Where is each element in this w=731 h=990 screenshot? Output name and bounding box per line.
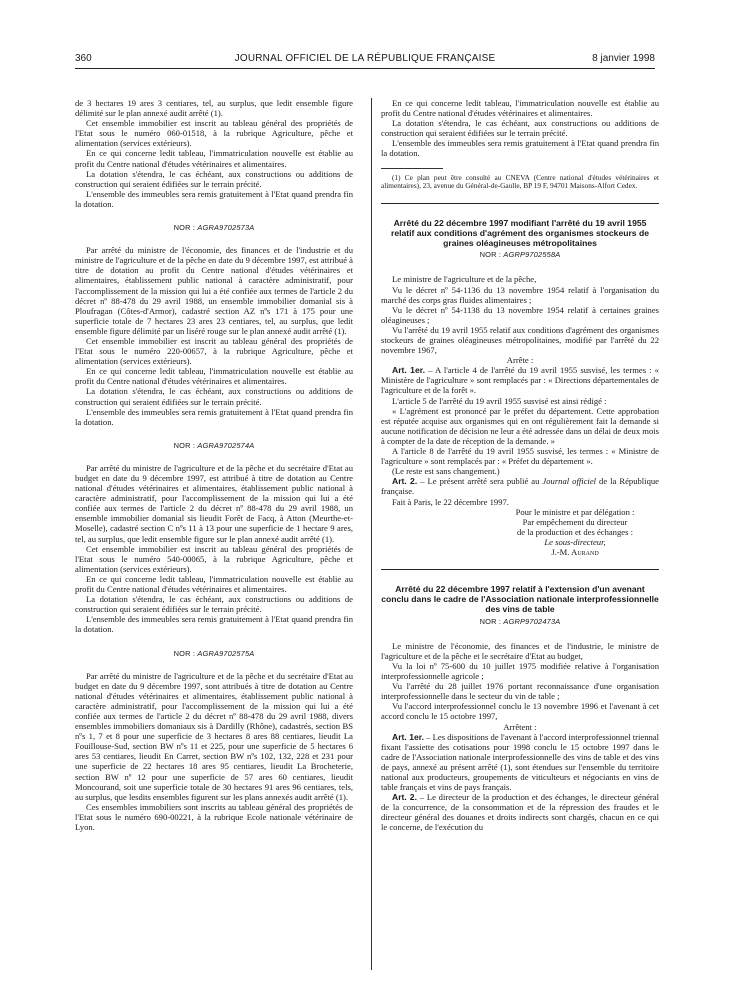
paragraph: En ce qui concerne ledit tableau, l'immatriculation nouvelle est établie au profit du Centre national d'études vétérinaires et alimentaires. xyxy=(75,148,353,169)
article xyxy=(381,476,659,496)
section-rule xyxy=(381,203,659,204)
article-text: – Les dispositions de l'avenant à l'accord interprofessionnel triennal fixant l'assiette des cotisations pour 1998 conclu le 15 octobre 1997 dans le cadre de l'Association nationale interprofessionnelle des vins de table et des vins de pays, annexé au présent arrêté (1), sont étendues sur l'ensemble du territoire national aux producteurs, groupements de viticulteurs et négociants en vins de table français et vins de pays français. xyxy=(381,731,659,793)
section-rule xyxy=(381,569,659,570)
nor-code: AGRA9702573A xyxy=(197,223,255,233)
paragraph: Cet ensemble immobilier est inscrit au tableau général des propriétés de l'Etat sous le numéro 060-01518, à la rubrique Agriculture, pêche et alimentation (services extérieurs). xyxy=(75,118,353,149)
right-column xyxy=(381,98,659,978)
paragraph: L'ensemble des immeubles sera remis gratuitement à l'Etat quand prendra fin la dotation. xyxy=(75,188,353,209)
decree-title: Arrêté du 22 décembre 1997 relatif à l'extension d'un avenant conclu dans le cadre de l'Association nationale interprofessionnelle des vins de table xyxy=(381,584,659,615)
nor-code: AGRA9702575A xyxy=(197,648,255,658)
paragraph: Ces ensembles immobiliers sont inscrits au tableau général des propriétés de l'Etat sous le numéro 690-00221, à la rubrique Ecole nationale vétérinaire de Lyon. xyxy=(75,801,353,832)
arrete-heading: Arrêtent : xyxy=(503,721,537,732)
article-label: Art. 1er. xyxy=(392,365,425,376)
paragraph: L'ensemble des immeubles sera remis gratuitement à l'Etat quand prendra fin la dotation. xyxy=(381,138,659,159)
paragraph: L'ensemble des immeubles sera remis gratuitement à l'Etat quand prendra fin la dotation. xyxy=(75,406,353,427)
paragraph: Vu l'arrêté du 19 avril 1955 relatif aux conditions d'agrément des organismes stockeurs de graines oléagineuses métropolitaines, modifié par l'arrêté du 22 novembre 1967, xyxy=(381,324,659,356)
paragraph: Cet ensemble immobilier est inscrit au tableau général des propriétés de l'Etat sous le numéro 220-00657, à la rubrique Agriculture, pêche et alimentation (services extérieurs). xyxy=(75,335,353,367)
nor-reference: NOR : AGRP9702558A xyxy=(479,250,561,260)
paragraph: Vu le décret nº 54-1138 du 13 novembre 1954 relatif à certaines graines oléagineuses ; xyxy=(381,304,659,325)
done-at: Fait à Paris, le 22 décembre 1997. xyxy=(392,496,509,507)
paragraph: En ce qui concerne ledit tableau, l'immatriculation nouvelle est établie au profit du Centre national d'études vétérinaires et alimentaires. xyxy=(75,366,353,387)
nor-code: AGRP9702558A xyxy=(503,250,561,260)
signature-block xyxy=(491,507,659,557)
paragraph: Par arrêté du ministre de l'agriculture et de la pêche et du secrétaire d'Etat au budget en date du 9 décembre 1997, sont attribués à titre de dotation au Centre national d'études vétérinaires et alimentaires, établissement public national à caractère administratif, pour l'accomplissement de la mission qui lui a été confiée aux termes de l'article 2 du décret nº 88-478 du 29 avril 1988, divers ensembles immobiliers domaniaux sis à Dardilly (Rhône), cadastrés, section BS nºs 1, 7 et 8 pour une superficie de 3 hectares 8 ares 88 centiares, lieudit La Fouillouse-Sud, section BW nºs 11 et 225, pour une superficie de 5 hectares 6 ares 53 centiares, lieudit En Carret, section BW nºs 102, 132, 228 et 231 pour une superficie de 22 hectares 18 ares 95 centiares, lieudit La Brocheterie, section BW nº 12 pour une superficie de 57 ares 60 centiares, lieudit Moncourand, soit une superficie totale de 30 hectares 91 ares 96 centiares, tels, au surplus, que lesdits ensembles figurent sur les plans annexés audit arrêté (1). xyxy=(75,670,353,802)
paragraph: L'article 5 de l'arrêté du 19 avril 1955 susvisé est ainsi rédigé : xyxy=(392,395,607,406)
paragraph: « L'agrément est prononcé par le préfet du département. Cette approbation est réputée acquise aux organismes qui en ont régulièrement fait la demande si aucune notification de décision ne leur a été adressée dans un délai de deux mois à compter de la date de réception de la demande. » xyxy=(381,405,659,446)
column-divider xyxy=(371,98,372,970)
article xyxy=(381,792,659,832)
footnote-rule xyxy=(381,168,443,169)
paragraph: La dotation s'étendra, le cas échéant, aux constructions ou additions de construction qui seraient édifiées sur le terrain précité. xyxy=(381,118,659,139)
article xyxy=(381,732,659,793)
paragraph: Par arrêté du ministre de l'économie, des finances et de l'industrie et du ministre de l'agriculture et de la pêche en date du 9 décembre 1997, est attribué à titre de dotation au profit du Centre national d'études vétérinaires et alimentaires, établissement public national à caractère administratif, pour l'accomplissement de la mission qui lui a été confiée aux termes de l'article 2 du décret nº 88-478 du 29 avril 1988, un ensemble immobilier domanial sis à Ploufragan (Côtes-d'Armor), cadastré section AZ nºs 171 à 175 pour une superficie totale de 7 hectares 23 ares 23 centiares, tel, au surplus, que ledit ensemble figure délimité par un liséré rouge sur le plan annexé audit arrêté (1). xyxy=(75,245,353,336)
signature-title: Le sous-directeur, xyxy=(544,536,606,547)
nor-code: AGRP9702473A xyxy=(503,616,561,626)
journal-name: Journal officiel xyxy=(542,476,597,487)
paragraph: Vu la loi nº 75-600 du 10 juillet 1975 modifiée relative à l'organisation interprofessionnelle agricole ; xyxy=(381,660,659,682)
article-text: – Le directeur de la production et des échanges, le directeur général de la concurrence, de la consommation et de la répression des fraudes et le directeur général des douanes et droits indirects sont chargés, chacun en ce qui le concerne, de l'exécution du xyxy=(381,792,659,833)
signatory-name: J.-M. Aurand xyxy=(551,546,599,557)
left-column xyxy=(75,98,353,978)
nor-reference: NOR : AGRA9702575A xyxy=(173,648,255,658)
paragraph: Le ministre de l'agriculture et de la pêche, xyxy=(392,274,537,285)
journal-title: JOURNAL OFFICIEL DE LA RÉPUBLIQUE FRANÇAISE xyxy=(234,53,496,64)
paragraph: En ce qui concerne ledit tableau, l'immatriculation nouvelle est établie au profit du Centre national d'études vétérinaires et alimentaires. xyxy=(381,98,659,119)
page-header xyxy=(75,53,655,67)
article-text: de la République française. xyxy=(381,476,659,497)
article-text: – A l'article 4 de l'arrêté du 19 avril 1955 susvisé, les termes : « Ministère de l'agriculture » sont remplacés par : « Directions départementales de l'agriculture et de la forêt ». xyxy=(381,365,659,396)
decree-title: Arrêté du 22 décembre 1997 modifiant l'arrêté du 19 avril 1955 relatif aux conditions d'agrément des organismes stockeurs de graines oléagineuses métropolitaines xyxy=(390,217,650,249)
nor-reference: NOR : AGRA9702574A xyxy=(173,440,255,450)
nor-reference: NOR : AGRA9702573A xyxy=(173,223,255,233)
paragraph: Le ministre de l'économie, des finances et de l'industrie, le ministre de l'agriculture et de la pêche et le secrétaire d'Etat au budget, xyxy=(381,640,659,661)
footnote: (1) Ce plan peut être consulté au CNEVA (Centre national d'études vétérinaires et alimentaires), 23, avenue du Général-de-Gaulle, BP 19 F, 94701 Maisons-Alfort Cedex. xyxy=(381,172,659,191)
signature-line: Par empêchement du directeur xyxy=(522,516,628,527)
arrete-heading: Arrête : xyxy=(506,355,534,366)
paragraph: L'ensemble des immeubles sera remis gratuitement à l'Etat quand prendra fin la dotation. xyxy=(75,614,353,635)
nor-reference: NOR : AGRP9702473A xyxy=(479,616,561,626)
article-label: Art. 2. xyxy=(392,792,417,803)
paragraph: La dotation s'étendra, le cas échéant, aux constructions ou additions de construction qui seraient édifiées sur le terrain précité. xyxy=(75,168,353,189)
paragraph: Par arrêté du ministre de l'agriculture et de la pêche et du secrétaire d'Etat au budget en date du 9 décembre 1997, est attribué à titre de dotation au Centre national d'études vétérinaires et alimentaires, établissement public national à caractère administratif, pour l'accomplissement de la mission qui lui a été confiée aux termes de l'article 2 du décret nº 88-478 du 29 avril 1988, un ensemble immobilier domanial sis lieudit Forêt de Facq, à Atton (Meurthe-et-Moselle), cadastré section C nºs 11 à 13 pour une superficie de 1 hectare 9 ares, tel, au surplus, que ledit ensemble figure sur le plan annexé audit arrêté (1). xyxy=(75,462,353,544)
paragraph: Vu l'arrêté du 28 juillet 1976 portant reconnaissance d'une organisation interprofessionnelle dans le secteur du vin de table ; xyxy=(381,681,659,702)
issue-date: 8 janvier 1998 xyxy=(592,53,655,64)
paragraph: En ce qui concerne ledit tableau, l'immatriculation nouvelle est établie au profit du Centre national d'études vétérinaires et alimentaires. xyxy=(75,573,353,595)
page-number: 360 xyxy=(75,53,92,64)
article-text: – Le présent arrêté sera publié au xyxy=(417,476,543,487)
paragraph: La dotation s'étendra, le cas échéant, aux constructions ou additions de construction qui seraient édifiées sur le terrain précité. xyxy=(75,386,353,407)
paragraph: de 3 hectares 19 ares 3 centiares, tel, au surplus, que ledit ensemble figure délimité sur le plan annexé audit arrêté (1). xyxy=(75,98,353,119)
paragraph: (Le reste est sans changement.) xyxy=(392,466,500,477)
article-label: Art. 2. xyxy=(392,476,418,487)
signature-line: de la production et des échanges : xyxy=(517,526,633,537)
paragraph: A l'article 8 de l'arrêté du 19 avril 1955 susvisé, les termes : « Ministre de l'agriculture » sont remplacés par : « Préfet du département ». xyxy=(381,446,659,467)
paragraph: Vu le décret nº 54-1136 du 13 novembre 1954 relatif à l'organisation du marché des corps gras fluides alimentaires ; xyxy=(381,284,659,305)
article-label: Art. 1er. xyxy=(392,731,425,742)
paragraph: Cet ensemble immobilier est inscrit au tableau général des propriétés de l'Etat sous le numéro 540-00065, à la rubrique Agriculture, pêche et alimentation (services extérieurs). xyxy=(75,543,353,574)
signature-line: Pour le ministre et par délégation : xyxy=(515,506,635,517)
article xyxy=(381,365,659,395)
nor-code: AGRA9702574A xyxy=(197,440,255,450)
paragraph: La dotation s'étendra, le cas échéant, aux constructions ou additions de construction qui seraient édifiées sur le terrain précité. xyxy=(75,594,353,615)
paragraph: Vu l'accord interprofessionnel conclu le 13 novembre 1996 et l'avenant à cet accord conclu le 15 octobre 1997, xyxy=(381,701,659,722)
header-rule xyxy=(75,68,655,69)
